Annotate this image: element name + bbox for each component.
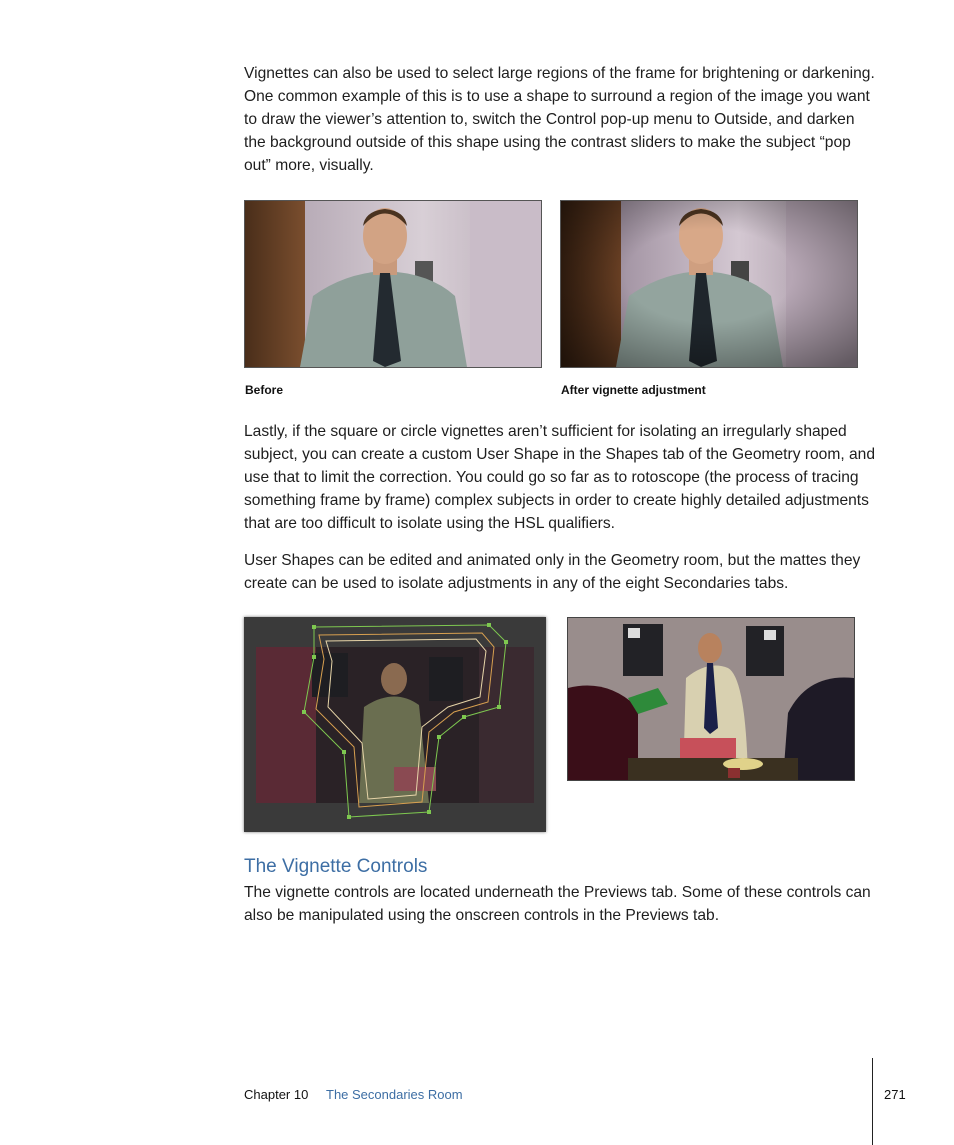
user-shape-geometry-photo — [244, 617, 546, 832]
after-vignette-photo — [560, 200, 858, 368]
footer-section-title: The Secondaries Room — [326, 1087, 463, 1102]
footer-chapter: Chapter 10 — [244, 1087, 309, 1102]
footer-divider — [872, 1058, 873, 1145]
before-caption: Before — [245, 383, 284, 397]
after-caption: After vignette adjustment — [561, 383, 706, 397]
vignette-controls-paragraph: The vignette controls are located underneath the Previews tab. Some of these controls can also be manipulated using the onscreen controls in the Previews tab. — [244, 884, 871, 924]
user-shape-result-photo — [567, 617, 855, 781]
section-heading: The Vignette Controls — [244, 856, 428, 877]
geometry-room-paragraph: User Shapes can be edited and animated only in the Geometry room, but the mattes they create can be used to isolate adjustments in any of the eight Secondaries tabs. — [244, 552, 861, 592]
user-shape-paragraph: Lastly, if the square or circle vignettes aren’t sufficient for isolating an irregularly shaped subject, you can create a custom User Shape in the Shapes tab of the Geometry room, and use that to limit the correction. You could go so far as to rotoscope (the process of tracing something frame by frame) complex subjects in order to create highly detailed adjustments that are too difficult to isolate using the HSL qualifiers. — [244, 423, 876, 532]
before-photo — [244, 200, 542, 368]
intro-paragraph: Vignettes can also be used to select large regions of the frame for brightening or darkening. One common example of this is to use a shape to surround a region of the image you want to draw the viewer’s attention to, switch the Control pop-up menu to Outside, and darken the background outside of this shape using the contrast sliders to make the subject “pop out” more, visually. — [244, 65, 875, 174]
page-number: 271 — [884, 1087, 906, 1102]
